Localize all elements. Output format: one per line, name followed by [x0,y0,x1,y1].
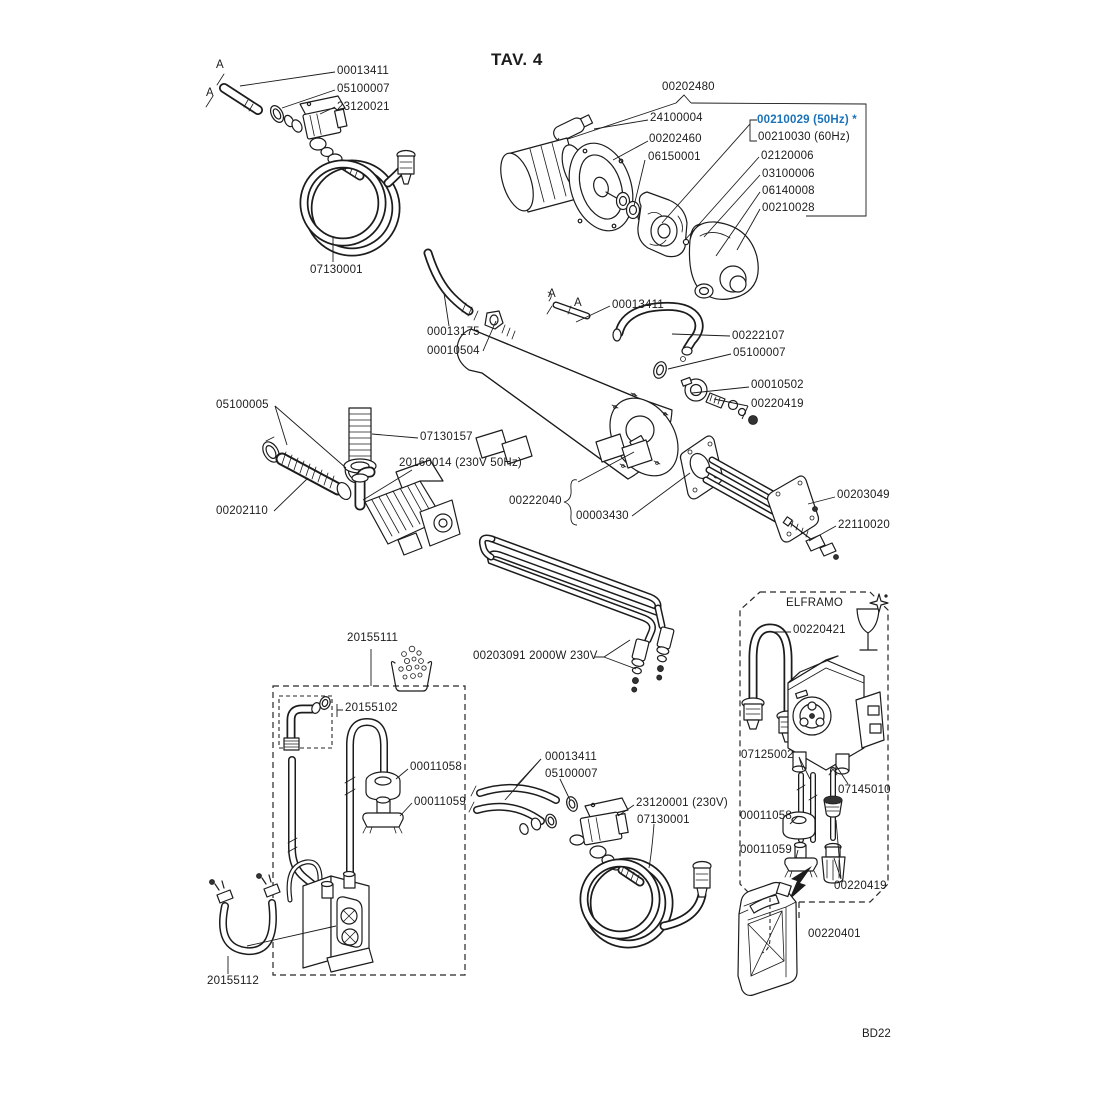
part-05100007-mid: 05100007 [733,347,786,359]
part-00220401: 00220401 [808,928,861,940]
part-05100007-bottom: 05100007 [545,768,598,780]
part-00010502: 00010502 [751,379,804,391]
heating-element-assembly-drawing [680,436,838,560]
part-00013411-mid: 00013411 [612,299,664,311]
part-20155111: 20155111 [347,632,399,644]
detergent-pump-group-drawing [210,646,466,975]
part-00013175: 00013175 [427,326,480,338]
part-00003430: 00003430 [576,510,629,522]
part-00203091: 00203091 2000W 230V [473,650,598,662]
rinse-aid-canister-drawing [738,882,797,995]
page-title: TAV. 4 [491,50,543,69]
part-06150001: 06150001 [648,151,701,163]
part-00011059-left: 00011059 [414,796,466,808]
part-00210028: 00210028 [762,202,815,214]
part-22110020: 22110020 [838,519,890,531]
part-07130157: 07130157 [420,431,473,443]
part-00222107: 00222107 [732,330,785,342]
part-00202460: 00202460 [649,133,702,145]
rinse-aid-glass-icon [857,594,888,650]
tank-heater-drawing [482,538,674,693]
detergent-cup-icon [391,646,431,691]
part-00222040: 00222040 [509,495,562,507]
plate-code: BD22 [862,1028,891,1040]
part-20155102: 20155102 [345,702,398,714]
part-00210030: 00210030 (60Hz) [758,131,850,143]
part-03100006: 03100006 [762,168,815,180]
part-00013411-bottom: 00013411 [545,751,597,763]
bottom-valve-assembly-drawing [469,759,711,944]
part-00013411-topleft: 00013411 [337,65,389,77]
part-00203049: 00203049 [837,489,890,501]
part-05100007-topleft: 05100007 [337,83,390,95]
part-23120001: 23120001 (230V) [636,797,728,809]
part-00202480: 00202480 [662,81,715,93]
part-00010504: 00010504 [427,345,480,357]
part-00011058-right: 00011058 [740,810,792,822]
part-00220419-right: 00220419 [834,880,887,892]
part-20160014: 20160014 (230V 50Hz) [399,457,522,469]
part-00220421: 00220421 [793,624,846,636]
ref-mark-a4: A [574,297,582,309]
part-07145010: 07145010 [838,784,891,796]
part-00210029: 00210029 (50Hz) * [757,114,857,126]
ref-mark-a3: A [548,288,556,300]
ref-mark-a2: A [206,87,214,99]
part-23120021: 23120021 [337,101,390,113]
part-07125002: 07125002 [741,749,794,761]
ref-mark-a1: A [216,59,224,71]
brand-elframo: ELFRAMO [786,597,843,609]
part-00011058-left: 00011058 [410,761,462,773]
part-07130001-bottom: 07130001 [637,814,690,826]
part-02120006: 02120006 [761,150,814,162]
part-05100005: 05100005 [216,399,269,411]
part-00220419-mid: 00220419 [751,398,804,410]
part-00202110: 00202110 [216,505,268,517]
part-20155112: 20155112 [207,975,259,987]
part-24100004: 24100004 [650,112,703,124]
wash-pump-assembly-drawing [494,112,758,299]
part-00011059-right: 00011059 [740,844,792,856]
part-06140008: 06140008 [762,185,815,197]
part-07130001-topleft: 07130001 [310,264,363,276]
